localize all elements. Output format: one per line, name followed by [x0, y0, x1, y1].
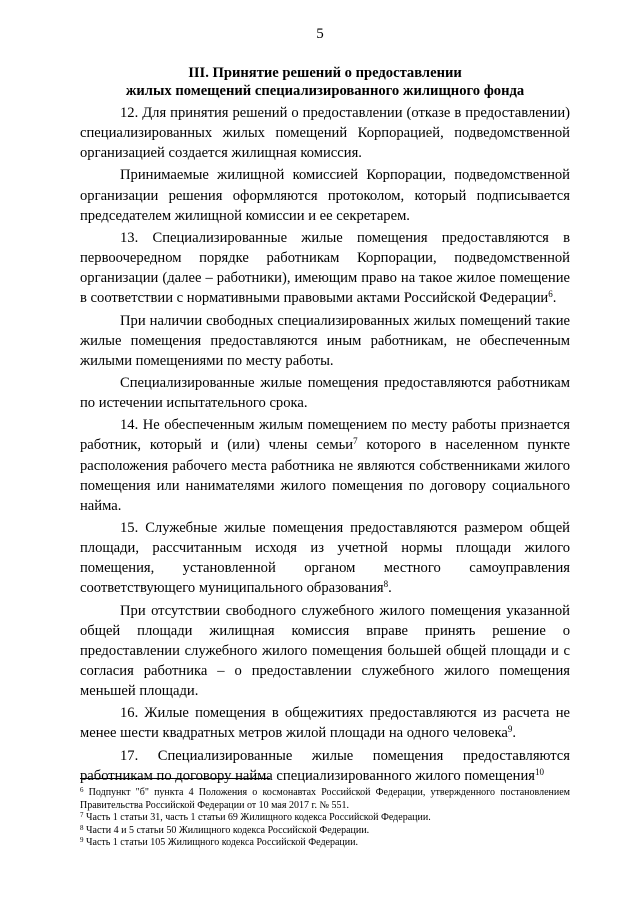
section-heading [80, 64, 570, 100]
paragraph-text-tail: . [388, 580, 392, 597]
footnote-mark: 9 [80, 836, 84, 844]
paragraph [80, 518, 570, 598]
paragraph [80, 415, 570, 515]
paragraph [80, 746, 570, 786]
footnotes [80, 787, 570, 850]
section-heading-line-1: III. Принятие решений о предоставлении [188, 65, 462, 81]
paragraph-text-tail: . [512, 725, 516, 742]
paragraph-text: 16. Жилые помещения в общежитиях предоставляются из расчета не менее шести квадратных метров жилой площади на одного человека [80, 705, 570, 742]
paragraph-text: 13. Специализированные жилые помещения предоставляются в первоочередном порядке работникам Корпорации, подведомственной организации (далее – работники), имеющим право на такое жилое помещение в соответствии с нормативными правовыми актами Российской Федерации [80, 229, 570, 307]
footnote-text: Часть 1 статьи 31, часть 1 статьи 69 Жилищного кодекса Российской Федерации. [83, 812, 431, 823]
footnote-mark: 6 [80, 786, 84, 794]
paragraph-text: Принимаемые жилищной комиссией Корпорации, подведомственной организации решения оформляются протоколом, который подписывается председателем жилищной комиссии и ее секретарем. [80, 167, 570, 224]
footnote-ref[interactable]: 10 [534, 766, 544, 777]
footnote-ref[interactable]: 9 [507, 724, 513, 735]
footnote-text: Части 4 и 5 статьи 50 Жилищного кодекса Российской Федерации. [83, 824, 370, 836]
section-heading-line-2: жилых помещений специализированного жилищного фонда [125, 83, 525, 99]
footnote-ref[interactable]: 7 [353, 436, 358, 447]
footnote [80, 812, 570, 825]
paragraph-text: 14. Не обеспеченным жилым помещением по месту работы признается работник, который и (или) члены семьи [80, 417, 570, 454]
paragraph [80, 165, 570, 225]
paragraph [80, 228, 570, 308]
paragraph [80, 311, 570, 371]
footnote-text: Часть 1 статьи 105 Жилищного кодекса Российской Федерации. [83, 837, 358, 848]
footnote-divider [80, 778, 270, 779]
footnote-ref[interactable]: 8 [383, 579, 389, 590]
footnote [80, 825, 570, 838]
paragraph-text: 15. Служебные жилые помещения предоставляются размером общей площади, рассчитанным исходя из учетной нормы площади жилого помещения, установленной органом местного самоуправления соответствующего муниципального образования [80, 520, 570, 597]
paragraph-text: 12. Для принятия решений о предоставлении (отказе в предоставлении) специализированных жилых помещений Корпорацией, подведомственной организацией создается жилищная комиссия. [80, 105, 570, 162]
paragraph-text-tail: . [552, 290, 557, 307]
footnote [80, 837, 570, 850]
footnote-text: Подпункт "б" пункта 4 Положения о космонавтах Российской Федерации, утвержденного постановлением Правительства Российской Федерации от 10 мая 2017 г. № 551. [80, 787, 570, 811]
footnote-mark: 8 [80, 823, 84, 832]
paragraph [80, 601, 570, 701]
paragraph-text: Специализированные жилые помещения предоставляются работникам по истечении испытательного срока. [80, 374, 570, 412]
page-number: 5 [316, 26, 324, 42]
paragraph [80, 703, 570, 743]
paragraph [80, 103, 570, 163]
paragraph-text: 17. Специализированные жилые помещения предоставляются работникам по договору найма специализированного жилого помещения [80, 747, 570, 784]
footnote-ref[interactable]: 6 [548, 289, 553, 300]
paragraph [80, 373, 570, 413]
paragraph-text: При наличии свободных специализированных жилых помещений такие жилые помещения предоставляются иным работникам, не обеспеченным жилыми помещениями по месту работы. [80, 312, 570, 369]
paragraph-text-tail: которого в населенном пункте расположения рабочего места работника не являются собственниками жилого помещения или нанимателями жилого помещения по договору социального найма. [80, 437, 570, 514]
body-text [80, 103, 570, 788]
footnote [80, 787, 570, 812]
paragraph-text: При отсутствии свободного служебного жилого помещения указанной общей площади жилищная комиссия вправе принять решение о предоставлении служебного жилого помещения большей общей площади и с согласия работника – о предоставлении служебного жилого помещения меньшей площади. [80, 602, 570, 699]
footnote-mark: 7 [80, 811, 84, 819]
